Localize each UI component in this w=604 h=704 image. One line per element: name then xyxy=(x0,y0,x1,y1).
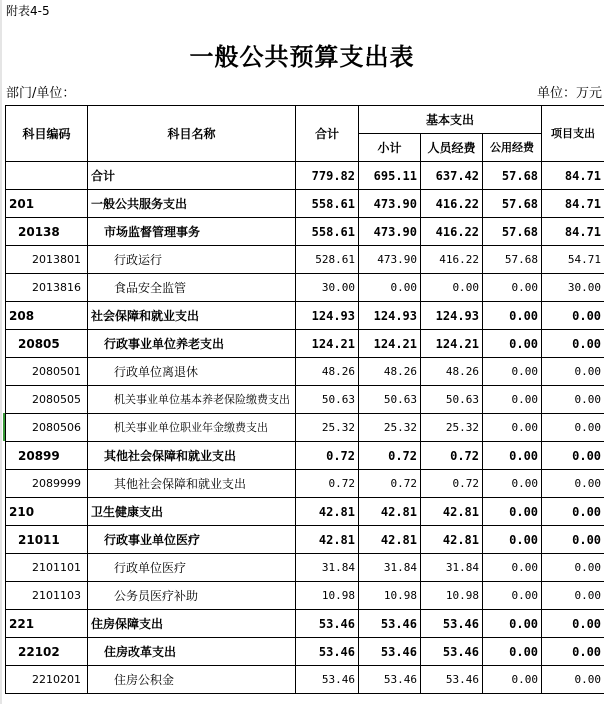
cell-name[interactable]: 机关事业单位基本养老保险缴费支出 xyxy=(88,386,296,414)
cell-personnel[interactable]: 124.93 xyxy=(421,302,483,330)
cell-personnel[interactable]: 53.46 xyxy=(421,638,483,666)
cell-public[interactable]: 0.00 xyxy=(483,526,542,554)
header-basic[interactable]: 基本支出 xyxy=(359,106,542,134)
cell-subtotal[interactable]: 124.93 xyxy=(359,302,421,330)
cell-total[interactable]: 42.81 xyxy=(296,526,359,554)
cell-personnel[interactable]: 0.72 xyxy=(421,470,483,498)
cell-project[interactable]: 54.71 xyxy=(542,246,604,274)
table-body xyxy=(6,162,604,694)
cell-personnel[interactable]: 42.81 xyxy=(421,526,483,554)
budget-table xyxy=(5,105,604,694)
cell-total[interactable]: 0.72 xyxy=(296,470,359,498)
cell-subtotal[interactable]: 473.90 xyxy=(359,190,421,218)
cell-code[interactable]: 20138 xyxy=(6,218,88,246)
cell-total[interactable]: 124.93 xyxy=(296,302,359,330)
header-total[interactable]: 合计 xyxy=(296,106,359,162)
cell-total[interactable]: 558.61 xyxy=(296,218,359,246)
cell-code[interactable]: 2101103 xyxy=(6,582,88,610)
cell-subtotal[interactable]: 42.81 xyxy=(359,498,421,526)
table-row xyxy=(6,638,604,666)
cell-public[interactable]: 57.68 xyxy=(483,246,542,274)
cell-project[interactable]: 0.00 xyxy=(542,526,604,554)
cell-total[interactable]: 50.63 xyxy=(296,386,359,414)
cell-total[interactable]: 53.46 xyxy=(296,610,359,638)
table-row xyxy=(6,246,604,274)
cell-code[interactable]: 2080505 xyxy=(6,386,88,414)
header-code[interactable]: 科目编码 xyxy=(6,106,88,162)
cell-code[interactable]: 2080506 xyxy=(6,414,88,442)
cell-subtotal[interactable]: 124.21 xyxy=(359,330,421,358)
cell-name[interactable]: 行政事业单位养老支出 xyxy=(88,330,296,358)
cell-personnel[interactable]: 0.72 xyxy=(421,442,483,470)
cell-public[interactable]: 0.00 xyxy=(483,498,542,526)
cell-code[interactable]: 2080501 xyxy=(6,358,88,386)
table-row xyxy=(6,582,604,610)
cell-project[interactable]: 84.71 xyxy=(542,218,604,246)
cell-name[interactable]: 住房改革支出 xyxy=(88,638,296,666)
cell-project[interactable]: 0.00 xyxy=(542,638,604,666)
cell-total[interactable]: 48.26 xyxy=(296,358,359,386)
cell-name[interactable]: 市场监督管理事务 xyxy=(88,218,296,246)
cell-subtotal[interactable]: 0.72 xyxy=(359,470,421,498)
cell-subtotal[interactable]: 473.90 xyxy=(359,246,421,274)
header-project[interactable]: 项目支出 xyxy=(542,106,604,162)
table-row xyxy=(6,610,604,638)
cell-code[interactable]: 201 xyxy=(6,190,88,218)
header-personnel[interactable]: 人员经费 xyxy=(421,134,483,162)
cell-project[interactable]: 0.00 xyxy=(542,386,604,414)
cell-project[interactable]: 84.71 xyxy=(542,162,604,190)
cell-project[interactable]: 0.00 xyxy=(542,582,604,610)
cell-code[interactable]: 22102 xyxy=(6,638,88,666)
table-row xyxy=(6,666,604,694)
cell-name[interactable]: 行政事业单位医疗 xyxy=(88,526,296,554)
cell-subtotal[interactable]: 31.84 xyxy=(359,554,421,582)
cell-subtotal[interactable]: 695.11 xyxy=(359,162,421,190)
header-subtotal[interactable]: 小计 xyxy=(359,134,421,162)
cell-public[interactable]: 0.00 xyxy=(483,274,542,302)
table-row xyxy=(6,302,604,330)
cell-public[interactable]: 0.00 xyxy=(483,414,542,442)
cell-personnel[interactable]: 124.21 xyxy=(421,330,483,358)
cell-subtotal[interactable]: 0.72 xyxy=(359,442,421,470)
cell-project[interactable]: 0.00 xyxy=(542,414,604,442)
cell-code[interactable]: 20899 xyxy=(6,442,88,470)
cell-public[interactable]: 0.00 xyxy=(483,554,542,582)
table-row xyxy=(6,386,604,414)
cell-project[interactable]: 0.00 xyxy=(542,666,604,694)
table-header xyxy=(6,106,604,162)
cell-public[interactable]: 0.00 xyxy=(483,666,542,694)
cell-personnel[interactable]: 53.46 xyxy=(421,610,483,638)
cell-personnel[interactable]: 31.84 xyxy=(421,554,483,582)
header-name[interactable]: 科目名称 xyxy=(88,106,296,162)
cell-total[interactable]: 53.46 xyxy=(296,638,359,666)
cell-total[interactable]: 30.00 xyxy=(296,274,359,302)
cell-subtotal[interactable]: 25.32 xyxy=(359,414,421,442)
cell-subtotal[interactable]: 473.90 xyxy=(359,218,421,246)
cell-public[interactable]: 0.00 xyxy=(483,610,542,638)
cell-personnel[interactable]: 416.22 xyxy=(421,246,483,274)
table-row xyxy=(6,330,604,358)
cell-name[interactable]: 公务员医疗补助 xyxy=(88,582,296,610)
cell-total[interactable]: 0.72 xyxy=(296,442,359,470)
cell-code[interactable]: 2089999 xyxy=(6,470,88,498)
table-row xyxy=(6,526,604,554)
cell-total[interactable]: 25.32 xyxy=(296,414,359,442)
cell-subtotal[interactable]: 0.00 xyxy=(359,274,421,302)
table-row xyxy=(6,274,604,302)
header-public[interactable]: 公用经费 xyxy=(483,134,542,162)
cell-public[interactable]: 57.68 xyxy=(483,162,542,190)
cell-name[interactable]: 一般公共服务支出 xyxy=(88,190,296,218)
cell-personnel[interactable]: 0.00 xyxy=(421,274,483,302)
cell-total[interactable]: 53.46 xyxy=(296,666,359,694)
cell-total[interactable]: 124.21 xyxy=(296,330,359,358)
cell-total[interactable]: 10.98 xyxy=(296,582,359,610)
cell-name[interactable]: 食品安全监管 xyxy=(88,274,296,302)
cell-project[interactable]: 0.00 xyxy=(542,554,604,582)
cell-subtotal[interactable]: 53.46 xyxy=(359,638,421,666)
cell-name[interactable]: 其他社会保障和就业支出 xyxy=(88,442,296,470)
department-label: 部门/单位： xyxy=(6,86,76,101)
cell-name[interactable]: 其他社会保障和就业支出 xyxy=(88,470,296,498)
cell-subtotal[interactable]: 42.81 xyxy=(359,526,421,554)
cell-name[interactable]: 住房公积金 xyxy=(88,666,296,694)
cell-public[interactable]: 0.00 xyxy=(483,470,542,498)
cell-name[interactable]: 住房保障支出 xyxy=(88,610,296,638)
annex-label: 附表4-5 xyxy=(6,4,50,18)
cell-project[interactable]: 0.00 xyxy=(542,330,604,358)
cell-code[interactable]: 221 xyxy=(6,610,88,638)
cell-public[interactable]: 0.00 xyxy=(483,302,542,330)
cell-subtotal[interactable]: 10.98 xyxy=(359,582,421,610)
cell-name[interactable]: 行政单位医疗 xyxy=(88,554,296,582)
unit-label: 单位：万元 xyxy=(536,86,602,101)
cell-name[interactable]: 社会保障和就业支出 xyxy=(88,302,296,330)
cell-project[interactable]: 30.00 xyxy=(542,274,604,302)
cell-public[interactable]: 0.00 xyxy=(483,386,542,414)
cell-code[interactable]: 21011 xyxy=(6,526,88,554)
cell-code[interactable]: 208 xyxy=(6,302,88,330)
cell-name[interactable]: 合计 xyxy=(88,162,296,190)
cell-personnel[interactable]: 637.42 xyxy=(421,162,483,190)
cell-project[interactable]: 84.71 xyxy=(542,190,604,218)
sheet-left-edge xyxy=(0,0,2,704)
table-row xyxy=(6,442,604,470)
cell-project[interactable]: 0.00 xyxy=(542,610,604,638)
cell-public[interactable]: 57.68 xyxy=(483,218,542,246)
cell-code[interactable]: 2210201 xyxy=(6,666,88,694)
table-row xyxy=(6,218,604,246)
cell-personnel[interactable]: 48.26 xyxy=(421,358,483,386)
cell-subtotal[interactable]: 50.63 xyxy=(359,386,421,414)
cell-project[interactable]: 0.00 xyxy=(542,442,604,470)
cell-code[interactable]: 210 xyxy=(6,498,88,526)
cell-code[interactable]: 2013801 xyxy=(6,246,88,274)
cell-personnel[interactable]: 416.22 xyxy=(421,190,483,218)
table-row xyxy=(6,358,604,386)
cell-total[interactable]: 779.82 xyxy=(296,162,359,190)
table-row xyxy=(6,190,604,218)
cell-subtotal[interactable]: 53.46 xyxy=(359,666,421,694)
cell-public[interactable]: 0.00 xyxy=(483,330,542,358)
cell-name[interactable]: 行政单位离退休 xyxy=(88,358,296,386)
cell-project[interactable]: 0.00 xyxy=(542,498,604,526)
cell-total[interactable]: 558.61 xyxy=(296,190,359,218)
cell-code[interactable] xyxy=(6,162,88,190)
cell-name[interactable]: 机关事业单位职业年金缴费支出 xyxy=(88,414,296,442)
cell-project[interactable]: 0.00 xyxy=(542,470,604,498)
cell-personnel[interactable]: 50.63 xyxy=(421,386,483,414)
cell-subtotal[interactable]: 53.46 xyxy=(359,610,421,638)
cell-name[interactable]: 行政运行 xyxy=(88,246,296,274)
cell-total[interactable]: 42.81 xyxy=(296,498,359,526)
table-row xyxy=(6,554,604,582)
table-row xyxy=(6,470,604,498)
cell-subtotal[interactable]: 48.26 xyxy=(359,358,421,386)
cell-personnel[interactable]: 42.81 xyxy=(421,498,483,526)
cell-public[interactable]: 57.68 xyxy=(483,190,542,218)
cell-public[interactable]: 0.00 xyxy=(483,442,542,470)
cell-public[interactable]: 0.00 xyxy=(483,638,542,666)
cell-code[interactable]: 20805 xyxy=(6,330,88,358)
cell-personnel[interactable]: 416.22 xyxy=(421,218,483,246)
cell-code[interactable]: 2101101 xyxy=(6,554,88,582)
cell-total[interactable]: 528.61 xyxy=(296,246,359,274)
cell-public[interactable]: 0.00 xyxy=(483,358,542,386)
table-row xyxy=(6,414,604,442)
cell-name[interactable]: 卫生健康支出 xyxy=(88,498,296,526)
cell-code[interactable]: 2013816 xyxy=(6,274,88,302)
table-row xyxy=(6,162,604,190)
cell-personnel[interactable]: 25.32 xyxy=(421,414,483,442)
page-title: 一般公共预算支出表 xyxy=(189,42,415,71)
cell-personnel[interactable]: 53.46 xyxy=(421,666,483,694)
table-row xyxy=(6,498,604,526)
cell-total[interactable]: 31.84 xyxy=(296,554,359,582)
cell-public[interactable]: 0.00 xyxy=(483,582,542,610)
cell-project[interactable]: 0.00 xyxy=(542,302,604,330)
cell-project[interactable]: 0.00 xyxy=(542,358,604,386)
cell-personnel[interactable]: 10.98 xyxy=(421,582,483,610)
